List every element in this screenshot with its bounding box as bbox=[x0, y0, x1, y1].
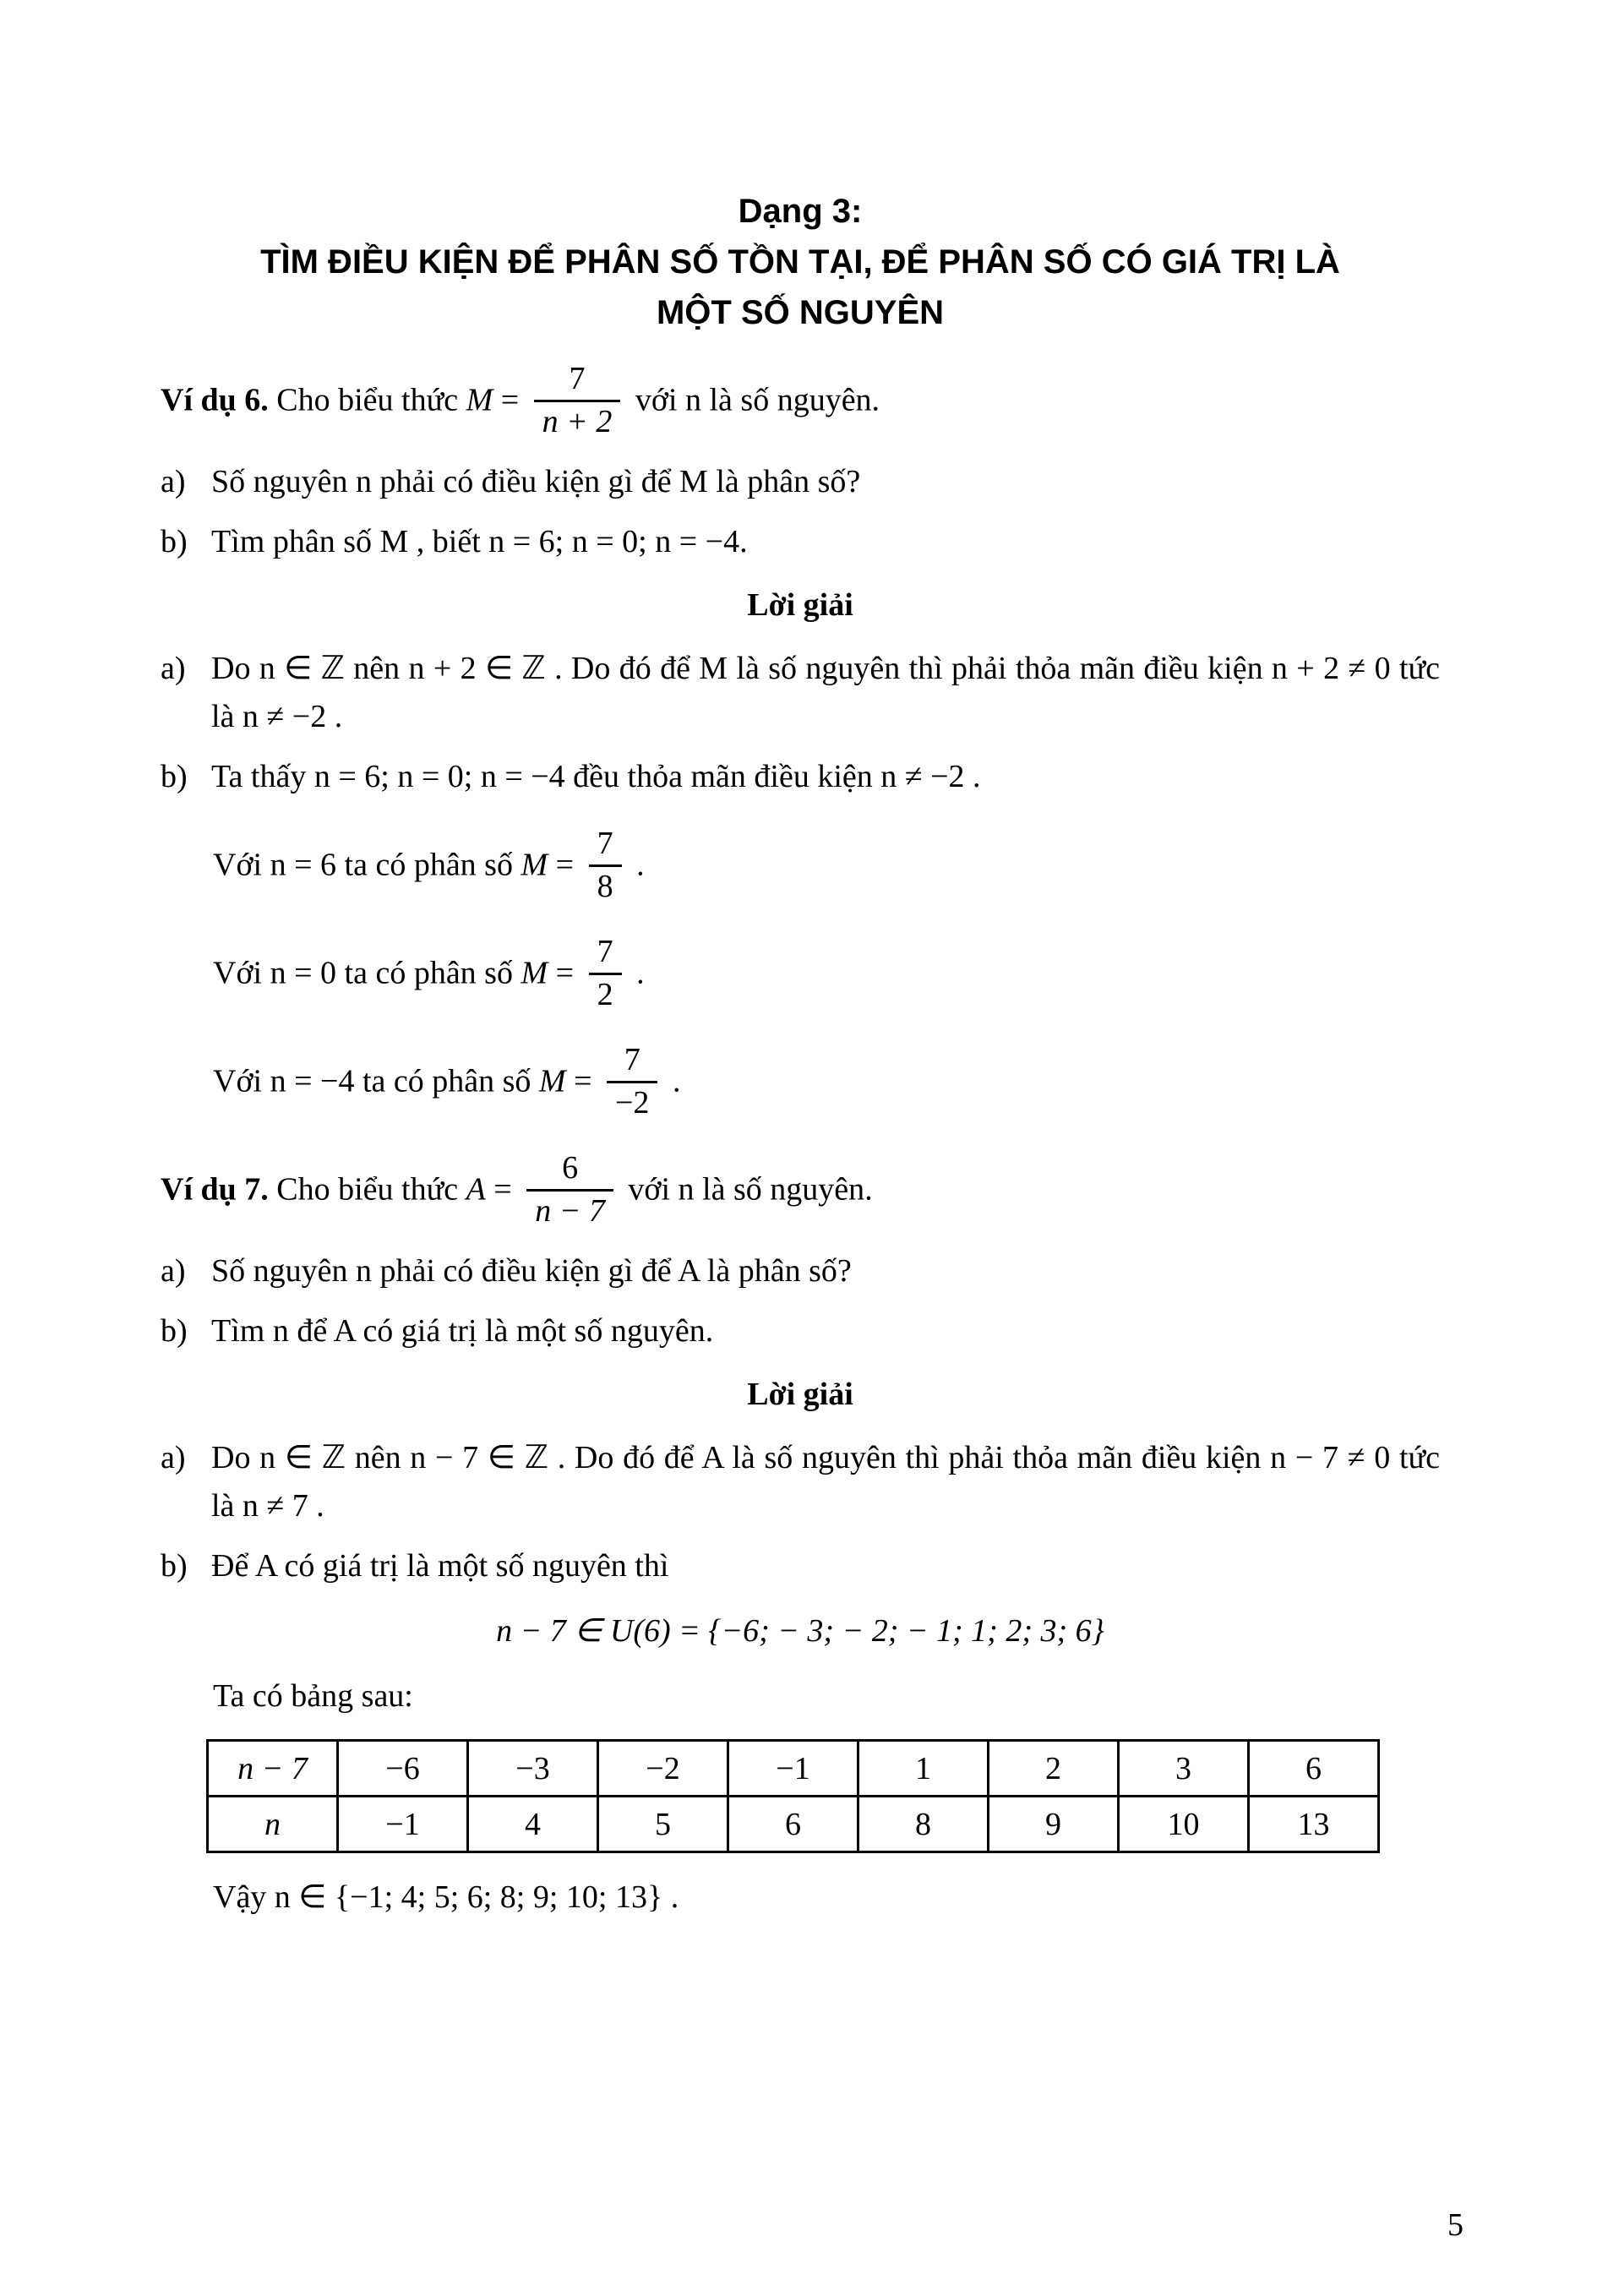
heading-line3: MỘT SỐ NGUYÊN bbox=[656, 294, 945, 331]
example7-solution-b bbox=[161, 1542, 1440, 1590]
case-fraction bbox=[607, 1040, 657, 1123]
table-cell: 2 bbox=[989, 1741, 1119, 1797]
fraction-denominator: 8 bbox=[597, 868, 613, 904]
example7-question-b bbox=[161, 1307, 1440, 1355]
example7-solution-a bbox=[161, 1434, 1440, 1530]
table-row-n bbox=[208, 1797, 1379, 1852]
example6-question-a bbox=[161, 458, 1440, 506]
case-period: . bbox=[636, 955, 645, 991]
case-period: . bbox=[636, 847, 645, 883]
example6-label: Ví dụ 6. bbox=[161, 382, 269, 418]
divisor-set-equation: n − 7 ∈ U(6) = {−6; − 3; − 2; − 1; 1; 2; 3; 6} bbox=[496, 1613, 1104, 1649]
case-text: Với n = −4 ta có phân số bbox=[213, 1063, 531, 1099]
case-fraction bbox=[589, 824, 622, 907]
item-marker: b) bbox=[161, 759, 188, 794]
example7-variable: A bbox=[466, 1171, 486, 1208]
example6-solution-heading: Lời giải bbox=[747, 587, 853, 623]
conclusion-line: Vậy n ∈ {−1; 4; 5; 6; 8; 9; 10; 13} . bbox=[213, 1879, 679, 1915]
table-cell: 6 bbox=[1249, 1741, 1379, 1797]
fraction-denominator: n + 2 bbox=[542, 403, 613, 439]
item-marker: b) bbox=[161, 524, 188, 559]
table-cell: −1 bbox=[338, 1797, 468, 1852]
example6-fraction bbox=[534, 359, 621, 442]
table-cell: n bbox=[208, 1797, 338, 1852]
table-cell: −2 bbox=[598, 1741, 728, 1797]
table-row-n-minus-7 bbox=[208, 1741, 1379, 1797]
item-text: Số nguyên n phải có điều kiện gì để M là phân số? bbox=[211, 464, 861, 499]
case-text: Với n = 6 ta có phân số bbox=[213, 847, 513, 883]
table-cell: 10 bbox=[1119, 1797, 1249, 1852]
table-cell: 1 bbox=[858, 1741, 989, 1797]
case-equals: = bbox=[555, 955, 575, 991]
example6-case2 bbox=[161, 935, 1440, 1017]
page-number: 5 bbox=[1447, 2207, 1463, 2243]
fraction-numerator: 6 bbox=[526, 1148, 613, 1192]
table-cell: 3 bbox=[1119, 1741, 1249, 1797]
example6-text-pre: Cho biểu thức bbox=[276, 382, 459, 418]
item-marker: a) bbox=[161, 651, 186, 686]
case-equals: = bbox=[574, 1063, 592, 1099]
table-cell: 6 bbox=[728, 1797, 858, 1852]
heading-line2: TÌM ĐIỀU KIỆN ĐỂ PHÂN SỐ TỒN TẠI, ĐỂ PHÂN SỐ CÓ GIÁ TRỊ LÀ bbox=[260, 243, 1340, 281]
item-text: Do n ∈ ℤ nên n + 2 ∈ ℤ . Do đó để M là số nguyên thì phải thỏa mãn điều kiện n + 2 ≠ 0 tức là n ≠ −2 . bbox=[211, 651, 1440, 734]
example6-case1 bbox=[161, 826, 1440, 909]
heading-line1: Dạng 3: bbox=[738, 193, 863, 230]
case-period: . bbox=[672, 1063, 681, 1099]
item-marker: a) bbox=[161, 1440, 186, 1475]
example6-solution-b bbox=[161, 753, 1440, 801]
table-cell: 9 bbox=[989, 1797, 1119, 1852]
example7-text-post: với n là số nguyên. bbox=[628, 1171, 873, 1208]
table-cell: n − 7 bbox=[208, 1741, 338, 1797]
values-table bbox=[206, 1739, 1380, 1853]
item-marker: b) bbox=[161, 1313, 188, 1349]
table-cell: −6 bbox=[338, 1741, 468, 1797]
case-equals: = bbox=[555, 847, 575, 883]
fraction-numerator: 7 bbox=[589, 932, 622, 975]
item-text: Ta thấy n = 6; n = 0; n = −4 đều thỏa mãn điều kiện n ≠ −2 . bbox=[211, 759, 981, 794]
example6-solution-a bbox=[161, 645, 1440, 741]
example6-question-b bbox=[161, 518, 1440, 566]
fraction-numerator: 7 bbox=[607, 1040, 657, 1083]
example6-statement bbox=[161, 362, 1440, 444]
table-cell: −3 bbox=[468, 1741, 598, 1797]
table-cell: 5 bbox=[598, 1797, 728, 1852]
table-cell: −1 bbox=[728, 1741, 858, 1797]
fraction-numerator: 7 bbox=[534, 359, 621, 402]
case-variable: M bbox=[521, 847, 548, 883]
item-text: Tìm phân số M , biết n = 6; n = 0; n = −4. bbox=[211, 524, 748, 559]
fraction-denominator: 2 bbox=[597, 976, 613, 1012]
example6-equals: = bbox=[500, 382, 520, 418]
example7-statement bbox=[161, 1151, 1440, 1234]
item-marker: b) bbox=[161, 1548, 188, 1584]
table-cell: 4 bbox=[468, 1797, 598, 1852]
example6-case3 bbox=[161, 1043, 1440, 1126]
item-text: Để A có giá trị là một số nguyên thì bbox=[211, 1548, 669, 1584]
item-marker: a) bbox=[161, 464, 186, 499]
item-text: Số nguyên n phải có điều kiện gì để A là phân số? bbox=[211, 1253, 852, 1289]
example7-equals: = bbox=[493, 1171, 512, 1208]
example7-solution-heading: Lời giải bbox=[747, 1377, 853, 1412]
fraction-denominator: −2 bbox=[615, 1084, 650, 1121]
case-variable: M bbox=[538, 1063, 566, 1099]
fraction-numerator: 7 bbox=[589, 824, 622, 867]
item-marker: a) bbox=[161, 1253, 186, 1289]
example7-label: Ví dụ 7. bbox=[161, 1171, 269, 1208]
item-text: Tìm n để A có giá trị là một số nguyên. bbox=[211, 1313, 714, 1349]
table-intro: Ta có bảng sau: bbox=[213, 1678, 413, 1714]
example6-variable: M bbox=[466, 382, 493, 418]
example7-question-a bbox=[161, 1247, 1440, 1295]
example7-text-pre: Cho biểu thức bbox=[276, 1171, 459, 1208]
item-text: Do n ∈ ℤ nên n − 7 ∈ ℤ . Do đó để A là số nguyên thì phải thỏa mãn điều kiện n − 7 ≠ 0 tức là n ≠ 7 . bbox=[211, 1440, 1440, 1524]
example7-fraction bbox=[526, 1148, 613, 1231]
fraction-denominator: n − 7 bbox=[535, 1192, 605, 1229]
case-fraction bbox=[589, 932, 622, 1015]
table-cell: 13 bbox=[1249, 1797, 1379, 1852]
table-cell: 8 bbox=[858, 1797, 989, 1852]
case-text: Với n = 0 ta có phân số bbox=[213, 955, 513, 991]
case-variable: M bbox=[521, 955, 548, 991]
example6-text-post: với n là số nguyên. bbox=[635, 382, 880, 418]
section-heading bbox=[161, 186, 1440, 338]
